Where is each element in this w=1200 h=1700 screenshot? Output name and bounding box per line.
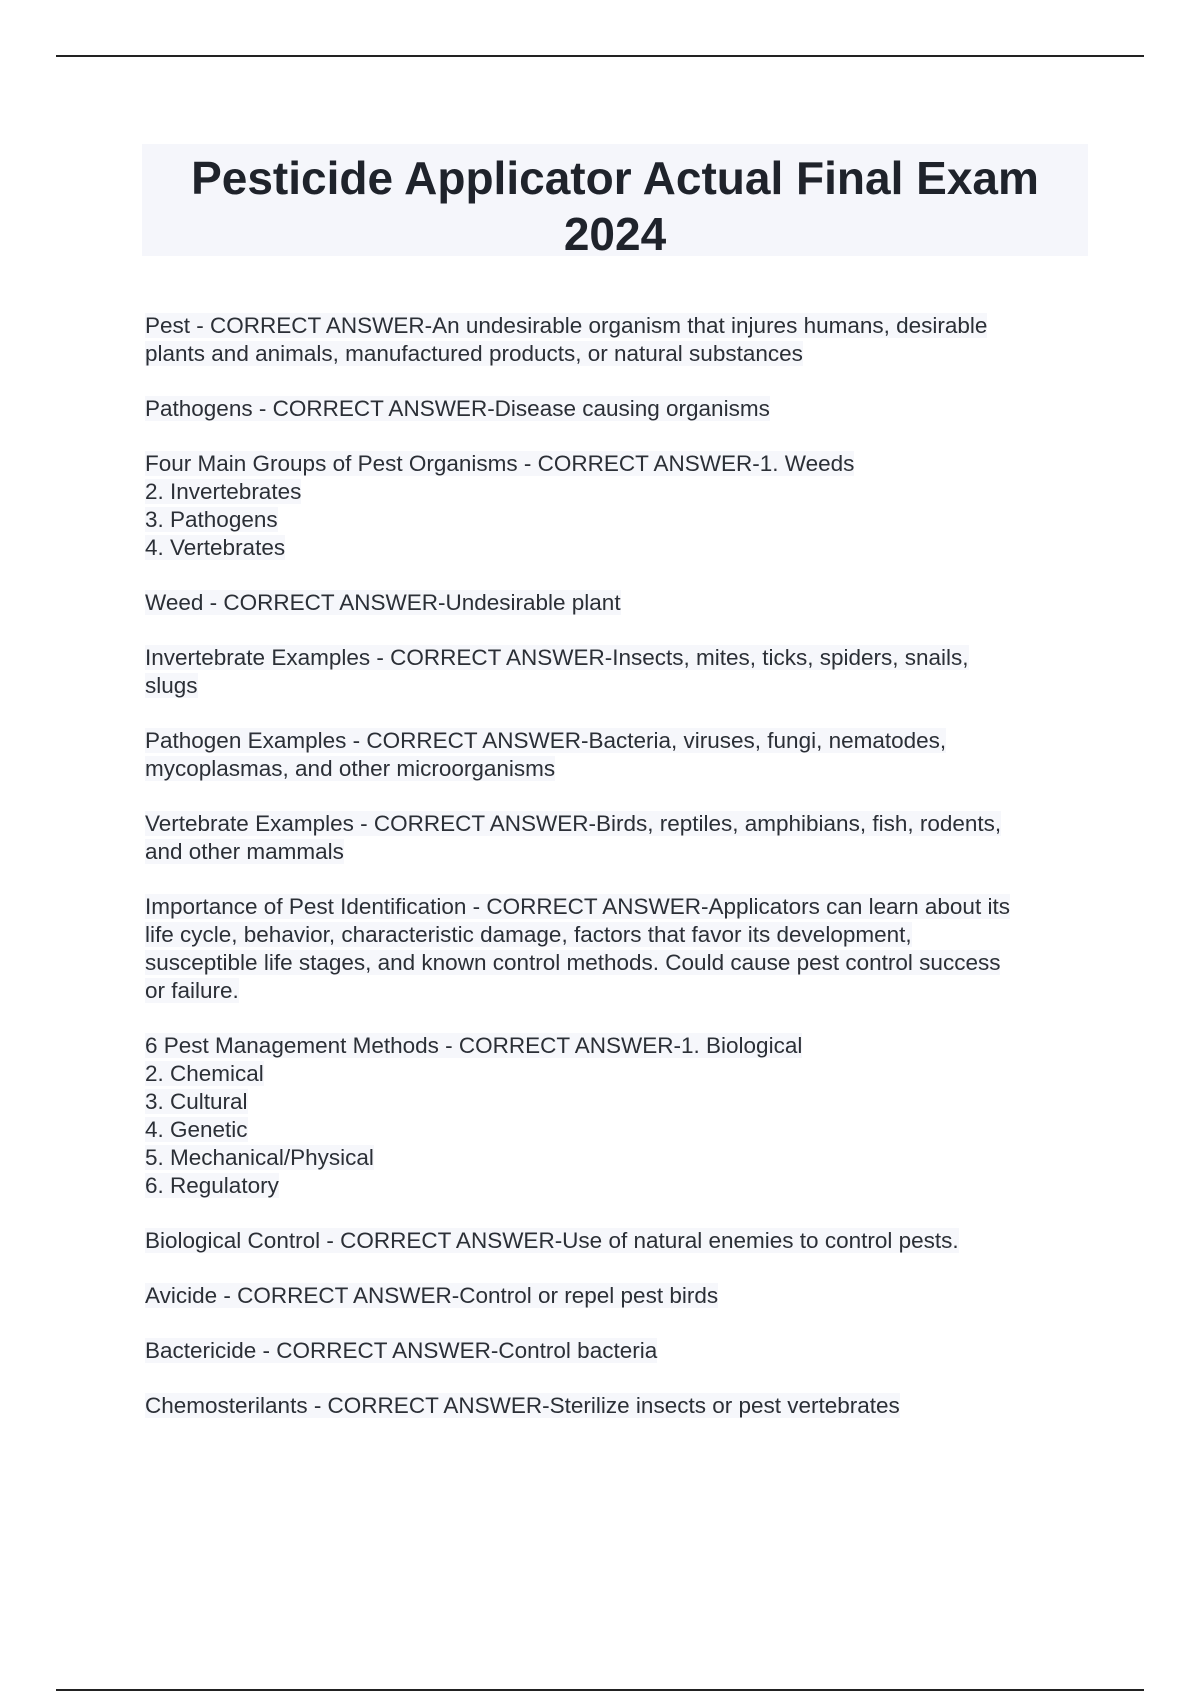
qa-entry-weed [145, 589, 1090, 617]
qa-entry-pathogen-examples [145, 727, 1090, 783]
entry-line: Pathogens - CORRECT ANSWER-Disease causing organisms [145, 396, 770, 421]
entry-line: life cycle, behavior, characteristic damage, factors that favor its development, [145, 922, 912, 947]
qa-entry-biological-control [145, 1227, 1090, 1255]
entry-line: 2. Invertebrates [145, 479, 302, 504]
title-line: 2024 [563, 208, 667, 260]
entry-line: Weed - CORRECT ANSWER-Undesirable plant [145, 590, 621, 615]
bottom-divider [56, 1689, 1144, 1691]
entry-line: slugs [145, 673, 198, 698]
entry-line: 2. Chemical [145, 1061, 264, 1086]
entry-line: 6. Regulatory [145, 1173, 279, 1198]
entry-line: 5. Mechanical/Physical [145, 1145, 374, 1170]
entry-line: Vertebrate Examples - CORRECT ANSWER-Birds, reptiles, amphibians, fish, rodents, [145, 811, 1002, 836]
entry-line: plants and animals, manufactured products, or natural substances [145, 341, 803, 366]
entry-line: 3. Pathogens [145, 507, 278, 532]
qa-list [145, 312, 1090, 1447]
qa-entry-avicide [145, 1282, 1090, 1310]
entry-line: 4. Genetic [145, 1117, 248, 1142]
entry-line: Invertebrate Examples - CORRECT ANSWER-Insects, mites, ticks, spiders, snails, [145, 645, 969, 670]
qa-entry-pest [145, 312, 1090, 368]
entry-line: Chemosterilants - CORRECT ANSWER-Sterilize insects or pest vertebrates [145, 1393, 900, 1418]
entry-line: Avicide - CORRECT ANSWER-Control or repel pest birds [145, 1283, 719, 1308]
entry-line: or failure. [145, 978, 239, 1003]
qa-entry-vertebrate-examples [145, 810, 1090, 866]
entry-line: 6 Pest Management Methods - CORRECT ANSWER-1. Biological [145, 1033, 803, 1058]
qa-entry-bactericide [145, 1337, 1090, 1365]
qa-entry-invertebrate-examples [145, 644, 1090, 700]
entry-line: 3. Cultural [145, 1089, 248, 1114]
entry-line: 4. Vertebrates [145, 535, 286, 560]
page-title [142, 150, 1088, 262]
entry-line: Pest - CORRECT ANSWER-An undesirable organism that injures humans, desirable [145, 313, 988, 338]
qa-entry-management-methods [145, 1032, 1090, 1200]
entry-line: Bactericide - CORRECT ANSWER-Control bacteria [145, 1338, 658, 1363]
entry-line: Pathogen Examples - CORRECT ANSWER-Bacteria, viruses, fungi, nematodes, [145, 728, 947, 753]
entry-line: mycoplasmas, and other microorganisms [145, 756, 556, 781]
entry-line: and other mammals [145, 839, 344, 864]
entry-line: Biological Control - CORRECT ANSWER-Use of natural enemies to control pests. [145, 1228, 959, 1253]
entry-line: Four Main Groups of Pest Organisms - CORRECT ANSWER-1. Weeds [145, 451, 855, 476]
top-divider [56, 55, 1144, 57]
title-banner [142, 144, 1088, 260]
entry-line: Importance of Pest Identification - CORRECT ANSWER-Applicators can learn about its [145, 894, 1010, 919]
qa-entry-chemosterilants [145, 1392, 1090, 1420]
entry-line: susceptible life stages, and known control methods. Could cause pest control success [145, 950, 1001, 975]
qa-entry-four-main-groups [145, 450, 1090, 562]
qa-entry-importance-of-identification [145, 893, 1090, 1005]
title-line: Pesticide Applicator Actual Final Exam [191, 152, 1039, 204]
qa-entry-pathogens [145, 395, 1090, 423]
